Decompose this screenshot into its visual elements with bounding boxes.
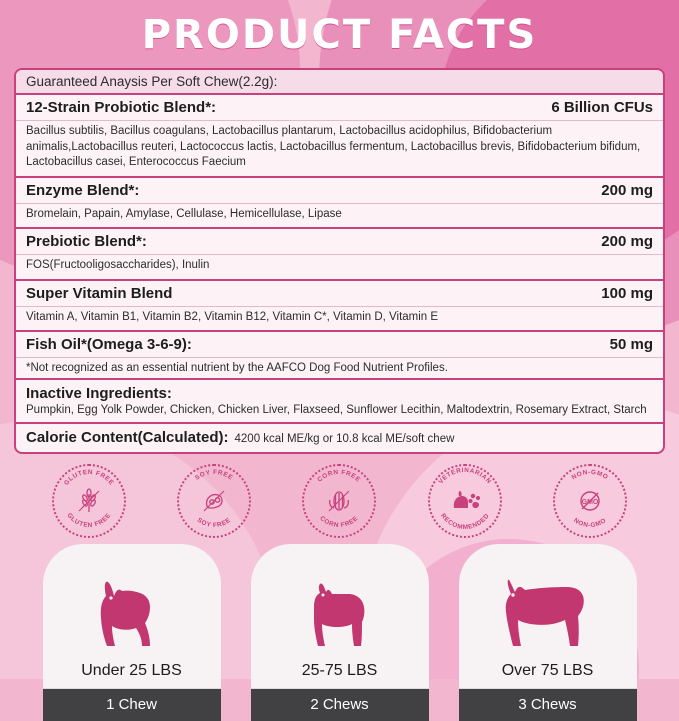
ingredient-row — [16, 281, 663, 307]
ingredient-name: 12-Strain Probiotic Blend*: — [26, 99, 217, 116]
panel-header-label: Guaranteed Anaysis Per Soft Chew(2.2g): — [26, 74, 278, 89]
ingredient-row — [16, 229, 663, 255]
no-gmo-icon — [573, 486, 607, 516]
calorie-content-label: Calorie Content(Calculated): — [26, 429, 229, 447]
dosage-weight-label: Over 75 LBS — [459, 658, 637, 689]
dosage-card-large — [459, 544, 637, 721]
svg-text:GLUTEN FREE: GLUTEN FREE — [62, 469, 115, 487]
ingredient-name: Super Vitamin Blend — [26, 284, 173, 302]
dosage-amount: 1 Chew — [43, 689, 221, 721]
dosage-cards — [0, 544, 679, 721]
badge-soy-free — [177, 464, 251, 538]
ingredient-row — [16, 332, 663, 358]
svg-text:SOY FREE: SOY FREE — [195, 516, 233, 530]
guaranteed-analysis-panel — [14, 68, 665, 454]
svg-text:CORN FREE: CORN FREE — [316, 468, 363, 484]
badge-vet-recommended — [428, 464, 502, 538]
svg-text:RECOMMENDED: RECOMMENDED — [438, 512, 491, 532]
ingredient-row — [16, 178, 663, 204]
ingredient-amount: 100 mg — [601, 284, 653, 302]
ingredient-detail: FOS(Fructooligosaccharides), Inulin — [16, 255, 663, 281]
badge-gluten-free — [52, 464, 126, 538]
ingredient-amount: 200 mg — [601, 233, 653, 251]
dog-illustration-small — [43, 544, 221, 658]
svg-text:GMO: GMO — [581, 499, 599, 507]
svg-text:CORN FREE: CORN FREE — [318, 514, 361, 530]
svg-text:NON-GMO: NON-GMO — [570, 469, 610, 482]
dosage-card-medium — [251, 544, 429, 721]
soy-bean-icon — [199, 486, 229, 516]
svg-text:SOY FREE: SOY FREE — [194, 469, 235, 482]
badge-corn-free — [302, 464, 376, 538]
vet-paw-icon — [448, 487, 482, 515]
badge-non-gmo — [553, 464, 627, 538]
certification-badges — [26, 464, 653, 538]
corn-icon — [324, 486, 354, 516]
ingredient-name: Prebiotic Blend*: — [26, 233, 147, 251]
inactive-ingredients-title: Inactive Ingredients: — [26, 385, 172, 403]
aafco-footnote: *Not recognized as an essential nutrient by the AAFCO Dog Food Nutrient Profiles. — [16, 358, 663, 380]
dog-illustration-large — [459, 544, 637, 658]
dosage-card-small — [43, 544, 221, 721]
dosage-weight-label: Under 25 LBS — [43, 658, 221, 689]
svg-text:GLUTEN FREE: GLUTEN FREE — [65, 512, 113, 530]
dog-illustration-medium — [251, 544, 429, 658]
dosage-weight-label: 25-75 LBS — [251, 658, 429, 689]
ingredient-detail: Bromelain, Papain, Amylase, Cellulase, Hemicellulase, Lipase — [16, 204, 663, 230]
page-title: PRODUCT FACTS — [141, 12, 538, 58]
ingredient-amount: 200 mg — [601, 181, 653, 199]
ingredient-row — [16, 95, 663, 121]
calorie-content-row — [16, 424, 663, 452]
panel-header-row — [16, 70, 663, 95]
dosage-amount: 3 Chews — [459, 689, 637, 721]
inactive-ingredients-body: Pumpkin, Egg Yolk Powder, Chicken, Chicken Liver, Flaxseed, Sunflower Lecithin, Maltodextrin, Rosemary Extract, Starch — [16, 404, 663, 424]
svg-text:NON-GMO: NON-GMO — [572, 517, 609, 530]
ingredient-name: Fish Oil*(Omega 3-6-9): — [26, 336, 192, 354]
medium-dog-icon — [292, 576, 388, 654]
svg-text:VETERINARIAN: VETERINARIAN — [437, 467, 493, 486]
small-dog-icon — [84, 576, 180, 654]
calorie-content-value: 4200 kcal ME/kg or 10.8 kcal ME/soft chew — [234, 433, 455, 446]
ingredient-name: Enzyme Blend*: — [26, 181, 140, 199]
wheat-icon — [74, 486, 104, 516]
ingredient-amount: 6 Billion CFUs — [551, 99, 653, 116]
dosage-amount: 2 Chews — [251, 689, 429, 721]
ingredient-amount: 50 mg — [609, 336, 653, 354]
ingredient-detail: Bacillus subtilis, Bacillus coagulans, Lactobacillus plantarum, Lactobacillus acidophilus, Bifidobacterium animalis,Lactobacillus reuteri, Lactococcus lactis, Lactobacillus fermentum, Lactobacillus brevis, Bifidobacterium bifidum, Lactobacillus casei, Enterococcus Faecium — [16, 121, 663, 178]
ingredient-detail: Vitamin A, Vitamin B1, Vitamin B2, Vitamin B12, Vitamin C*, Vitamin D, Vitamin E — [16, 307, 663, 333]
large-dog-icon — [493, 570, 603, 654]
